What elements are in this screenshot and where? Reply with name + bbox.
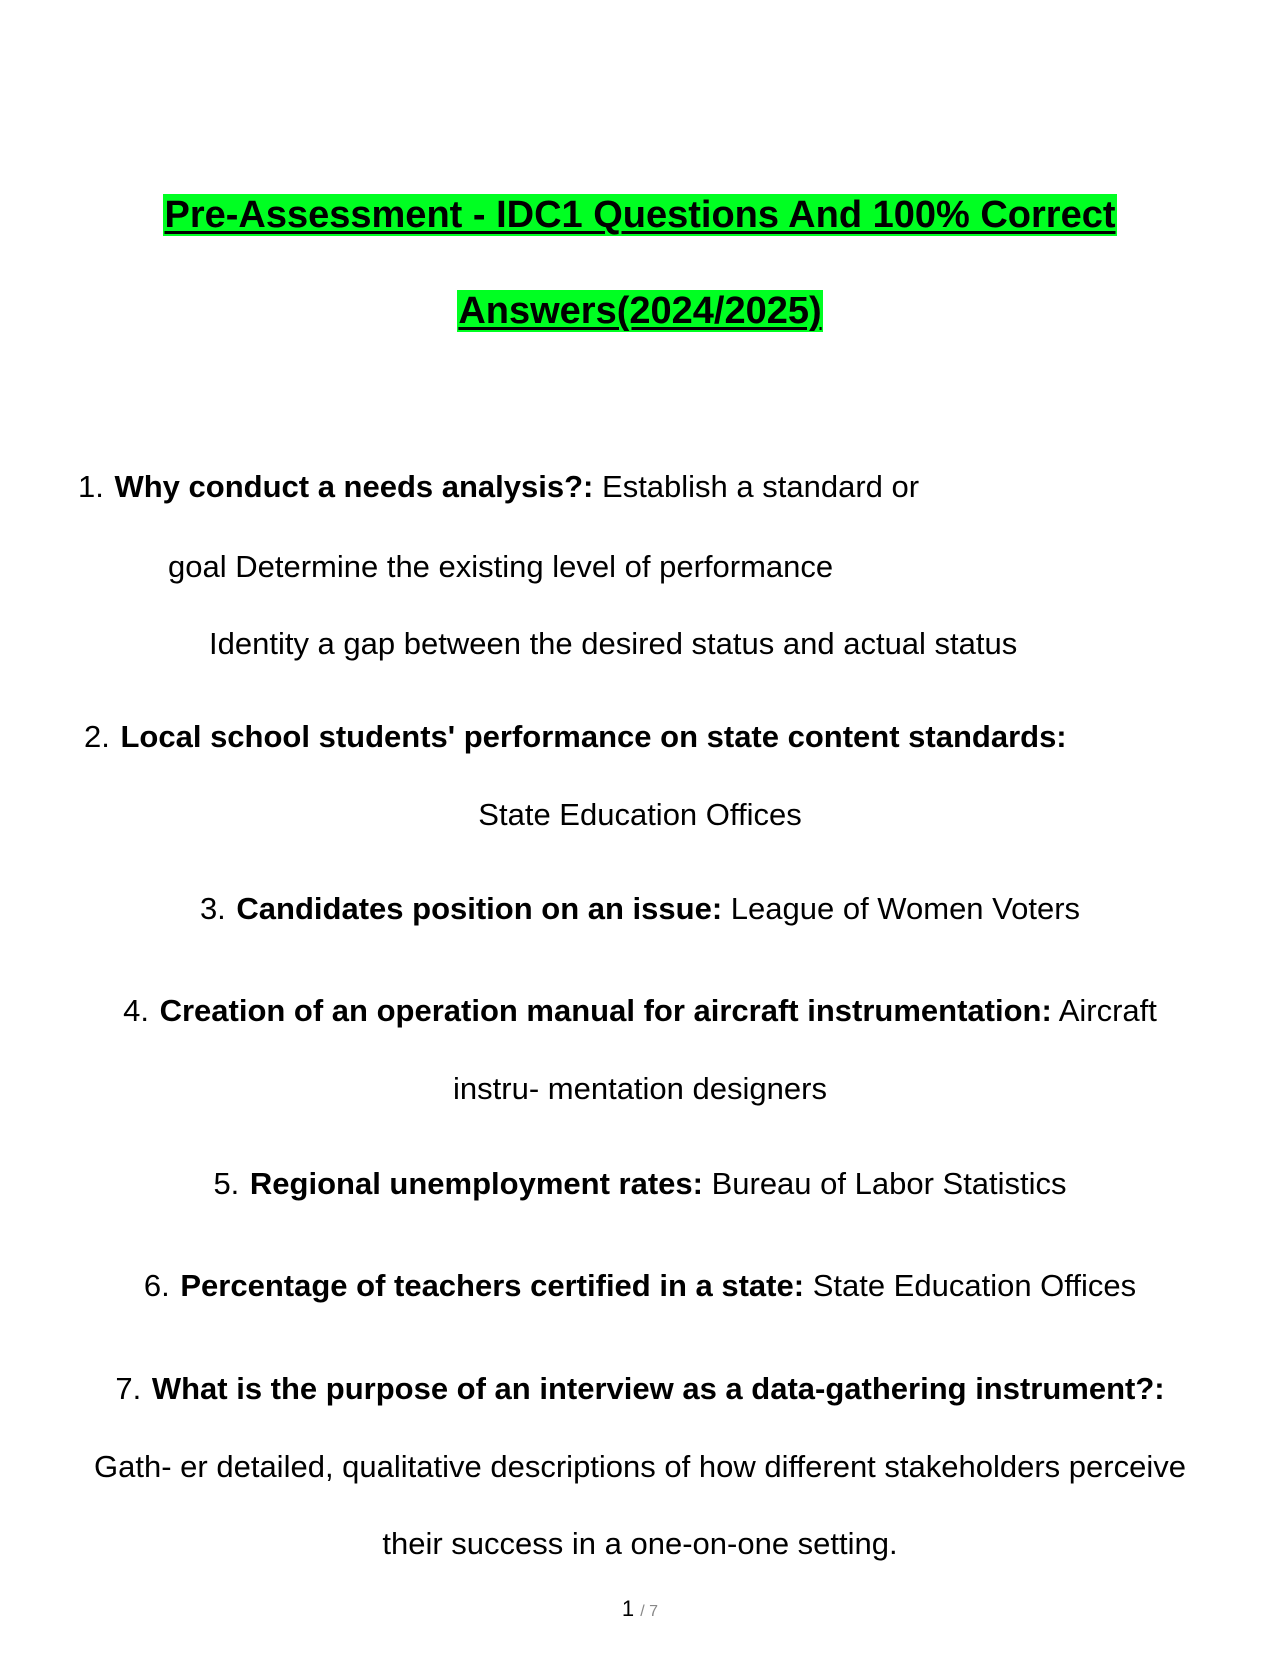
item-question: Creation of an operation manual for aircraft instrumentation: [159,993,1052,1028]
document-title-line-2 [0,286,1280,336]
item-answer: Aircraft [1058,993,1157,1028]
item-number: 2. [84,719,110,754]
page-indicator [0,1596,1280,1625]
item-question: Candidates position on an issue: [236,891,723,926]
item-number: 4. [123,993,149,1028]
item-7-answer-line-2: their success in a one-on-one setting. [382,1526,898,1561]
document-title-line-1 [0,190,1280,240]
item-answer: League of Women Voters [730,891,1081,926]
list-item-3 [0,889,1280,929]
title-text-2: Answers(2024/2025) [458,290,822,332]
item-4-answer-line-2: instru- mentation designers [453,1071,827,1106]
item-2-answer: State Education Offices [478,797,802,832]
item-number: 3. [199,891,226,926]
item-number: 6. [143,1268,170,1303]
item-answer: Bureau of Labor Statistics [711,1166,1067,1201]
item-question: What is the purpose of an interview as a data-gathering instrument?: [151,1371,1165,1406]
item-number: 1. [78,469,104,504]
list-item-5 [0,1164,1280,1204]
item-question: Local school students' performance on state content standards: [120,719,1067,754]
item-1-answer-line-2: goal Determine the existing level of performance [168,549,834,584]
item-7-answer-line-1: Gath- er detailed, qualitative descriptions of how different stakeholders perceive [94,1449,1186,1484]
item-number: 7. [115,1371,142,1406]
item-answer: State Education Offices [812,1268,1137,1303]
page-current: 1 [621,1596,635,1621]
list-item-4 [0,991,1280,1031]
item-answer: Establish a standard or [602,469,920,504]
list-item-2 [84,717,1067,757]
list-item-6 [0,1266,1280,1306]
list-item-7 [0,1369,1280,1409]
item-question: Percentage of teachers certified in a state: [180,1268,805,1303]
item-number: 5. [213,1166,240,1201]
item-question: Regional unemployment rates: [249,1166,703,1201]
page-total: / 7 [640,1603,659,1620]
item-question: Why conduct a needs analysis?: [114,469,594,504]
item-1-answer-line-3: Identity a gap between the desired status and actual status [209,626,1018,661]
list-item-1 [78,467,919,507]
title-text-1: Pre-Assessment - IDC1 Questions And 100% Correct [164,194,1116,236]
